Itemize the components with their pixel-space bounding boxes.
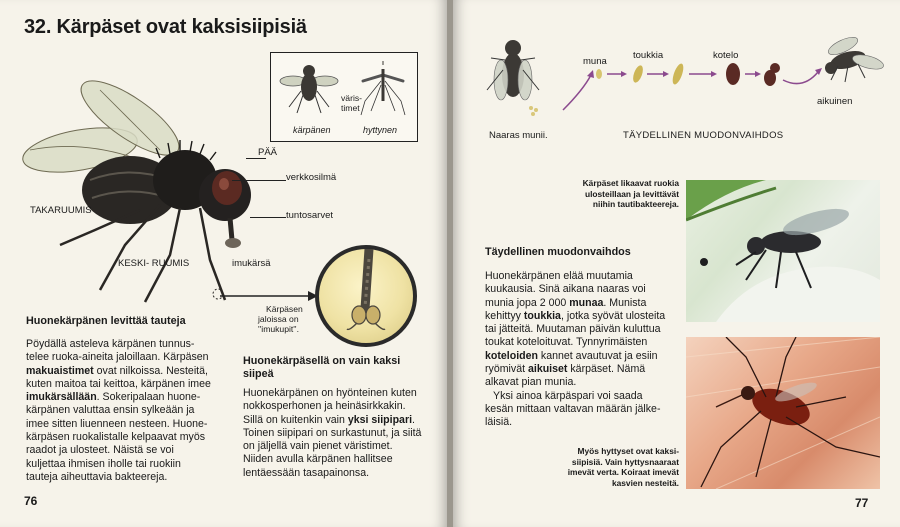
adult-fly-icon	[825, 34, 885, 82]
lifecycle-diagram	[473, 30, 893, 140]
label-takaruumis: TAKARUUMIS	[30, 205, 92, 216]
label-keskiruumis: KESKI- RUUMIS	[118, 258, 190, 269]
small-fly-icon	[279, 59, 339, 117]
foot-detail-circle	[315, 245, 417, 347]
section-heading: Huonekärpäsellä on vain kaksi siipeä	[243, 355, 401, 380]
section-heading: Täydellinen muodonvaihdos	[485, 246, 631, 258]
mosquito-on-skin-photo	[686, 337, 880, 489]
photo-caption-top: Kärpäset likaavat ruokia ulosteillaan ja levittävät niihin tautibakteereja.	[582, 178, 679, 209]
fly-on-food-photo	[686, 180, 880, 322]
circle-caption-line3: ''imukupit''.	[258, 324, 299, 334]
page-number: 77	[855, 496, 869, 510]
female-fly-icon	[487, 40, 539, 116]
lifecycle-title: TÄYDELLINEN MUODONVAIHDOS	[623, 130, 784, 141]
label-tuntosarvet: tuntosarvet	[286, 210, 333, 221]
section-heading: Huonekärpänen levittää tauteja	[26, 315, 186, 327]
circle-caption-line2: jaloissa on	[258, 314, 299, 324]
section-body: Huonekärpänen on hyönteinen kuten nokkosperhonen ja heinäsirkkakin. Sillä on kuitenkin vain yksi siipipari. Toinen siipipari on surkastunut, ja siitä on jäljellä vain pienet väristimet. Niiden avulla kärpänen hallitsee lentäessään tasapainonsa.	[243, 387, 422, 479]
photo-caption-bottom: Myös hyttyset ovat kaksi- siipisiä. Vain hyttysnaaraat imevät verta. Koiraat imevät kasvien nesteitä.	[567, 446, 679, 488]
housefly-illustration	[20, 70, 300, 310]
wing-comparison-inset	[270, 52, 418, 142]
label-kotelo: kotelo	[713, 50, 739, 61]
pointer-line	[246, 158, 266, 159]
label-varis: väris-	[341, 93, 363, 103]
left-page	[0, 0, 447, 527]
small-mosquito-icon	[355, 61, 411, 117]
label-toukkia: toukkia	[633, 50, 664, 61]
label-imukarsa: imukärsä	[232, 258, 271, 269]
page-title: 32. Kärpäset ovat kaksisiipisiä	[24, 16, 307, 38]
section-body: Huonekärpänen elää muutamia kuukausia. Sinä aikana naaras voi munia jopa 2 000 munaa. Munista kehittyy toukkia, jotka syövät ulosteita tai jätteitä. Muutaman päivän kuluttua toukat koteloituvat. Tynnyrimäisten koteloiden kannet avautuvat ja esiin ryömivät aikuiset kärpäset. Nämä alkavat pian munia. Yksi ainoa kärpäspari voi saada kesän mittaan valtavan määrän jälke- läisiä.	[485, 270, 666, 429]
pointer-line	[250, 217, 286, 218]
pointer-line	[232, 180, 286, 181]
fly-foot-illustration	[319, 249, 413, 343]
label-naaras: Naaras munii.	[489, 130, 548, 141]
label-paa: PÄÄ	[258, 147, 278, 158]
page-number: 76	[24, 494, 38, 508]
zoom-arrow	[220, 288, 320, 304]
label-verkkosilma: verkkosilmä	[286, 172, 337, 183]
section-body: Pöydällä asteleva kärpänen tunnus- telee ruoka-aineita jaloillaan. Kärpäsen makuaistimet ovat nilkoissa. Nesteitä, kuten maitoa tai keittoa, kärpänen imee imukärsällään. Sokeripalaan huone- kärpänen valuttaa ensin sylkeään ja imee sitten liuenneen nesteen. Huone- kärpäsen ruokalistalle kelpaavat myös raadot ja ulosteet. Näistä se voi kuljettaa ihmisen iholle tai ruokiin tauteja aiheuttavia bakteereja.	[26, 338, 211, 483]
label-aikuinen: aikuinen	[817, 96, 853, 107]
circle-caption-line1: Kärpäsen	[266, 304, 303, 314]
label-timet: timet	[341, 103, 360, 113]
label-karpanen: kärpänen	[293, 125, 331, 135]
label-muna: muna	[583, 56, 607, 67]
label-hyttynen: hyttynen	[363, 125, 398, 135]
